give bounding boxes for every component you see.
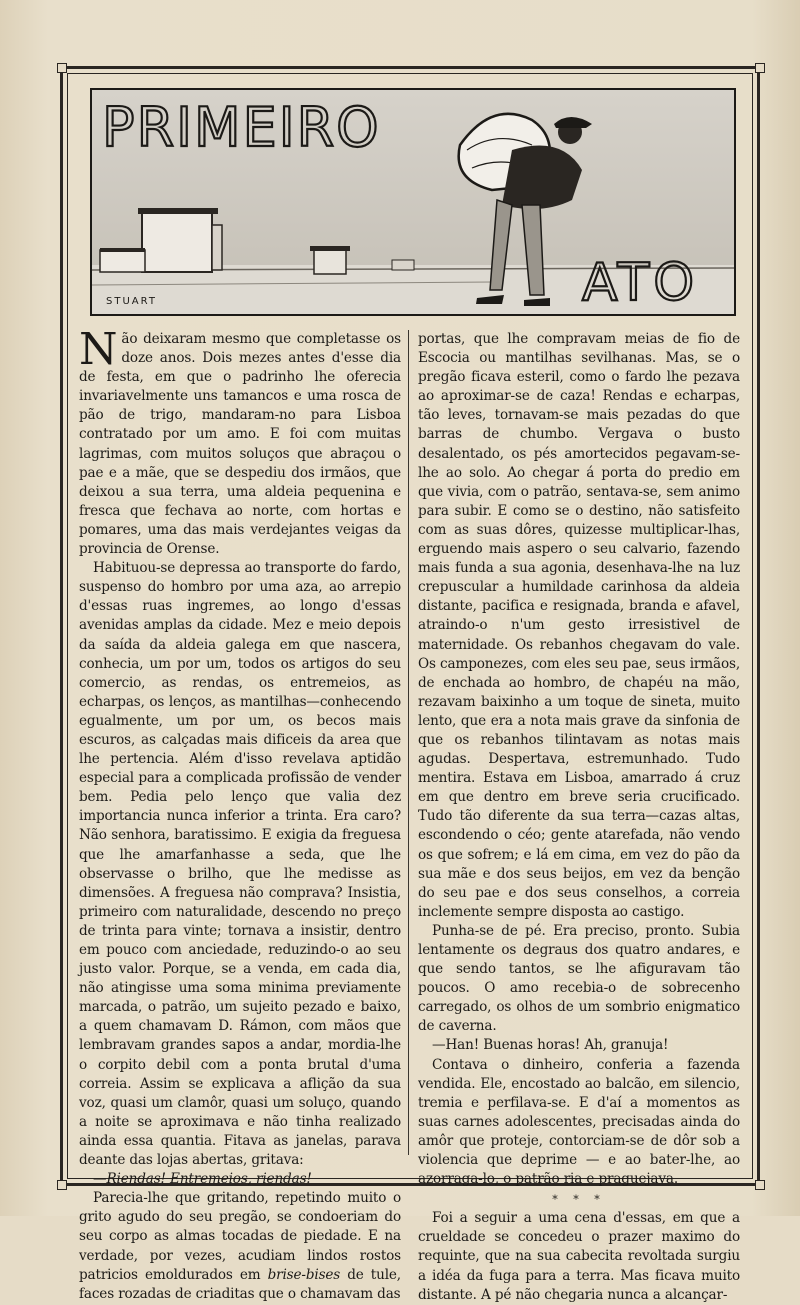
column-divider bbox=[408, 330, 409, 1155]
paragraph: Contava o dinheiro, conferia a fazenda vendida. Ele, encostado ao balcão, em silencio, tremia e perfilava-se. E d'aí a momentos as suas carnes adolescentes, precisadas ainda do amôr que proteje, contorciam-se de dôr sob a violencia que deprime — e ao bater-lhe, ao azorraga-lo, o patrão ria e praguejava. bbox=[418, 1056, 740, 1188]
svg-text:PRIMEIRO: PRIMEIRO bbox=[102, 96, 381, 159]
paragraph: Foi a seguir a uma cena d'essas, em que a crueldade se concedeu o prazer maximo do requinte, que na sua cabecita revoltada surgiu a idéa da fuga para a terra. Mas ficava muito distante. A pé não chegaria nunca a alcançar- bbox=[418, 1210, 740, 1303]
paragraph: Parecia-lhe que gritando, repetindo muito o grito agudo do seu pregão, se condoeriam do seu corpo as almas tocadas de piedade. E na verdade, por vezes, acudiam lindos rostos patricios emoldurados em brise-bises de tule, faces rozadas de criaditas que o chamavam das bbox=[79, 1190, 401, 1302]
artist-signature: STUART bbox=[106, 296, 157, 307]
street-cry: —Riendas! Entremeios, riendas! bbox=[93, 1171, 312, 1188]
paragraph: Punha-se de pé. Era preciso, pronto. Subia lentamente os degraus dos quatro andares, e que sendo tantos, se lhe afiguravam tão poucos. O amo recebia-o de sobrecenho carregado, os olhos de um sombrio enigmatico de caverna. bbox=[418, 922, 740, 1035]
border-corner bbox=[57, 63, 67, 73]
section-separator: * * * bbox=[552, 1193, 606, 1207]
header-illustration bbox=[90, 88, 736, 316]
paragraph: Não deixaram mesmo que completasse os doze anos. Dois mezes antes d'esse dia de festa, em que o padrinho lhe oferecia invariavelmente uns tamancos e uma rosca de pão de trigo, mandaram-no para Lisboa contratado por um amo. E foi com muitas lagrimas, com muitos soluços que abraçou o pae e a mãe, que se despediu dos irmãos, que deixou a sua terra, uma aldeia pequenina e fresca que fechava ao norte, com hortas e pomares, uma das mais verdejantes veigas da provincia de Orense. bbox=[79, 324, 401, 558]
paragraph: Habituou-se depressa ao transporte do fardo, suspenso do hombro por uma aza, ao arrepio d'essas ruas ingremes, ao longo d'essas avenidas amplas da cidade. Mez e meio depois da saída da aldeia galega em que nascera, conhecia, um por um, todos os artigos do seu comercio, as rendas, os entremeios, as echarpas, os lenços, as mantilhas—conhecendo egualmente, um por um, os becos mais escuros, as calçadas mais dificeis da area que lhe pertencia. Além d'isso revelava aptidão especial para a complicada profissão de vender bem. Pedia pelo lenço que valia dez importancia nunca inferior a trinta. Era caro? Não senhora, baratissimo. E exigia da freguesa que lhe amarfanhasse a seda, que lhe observasse o brilho, que lhe medisse as dimensões. A freguesa não comprava? Insistia, primeiro com naturalidade, descendo no preço de trinta para vinte; tornava a insistir, dentro em pouco com anciedade, reduzindo-o ao seu justo valor. Porque, se a venda, em cada dia, não atingisse uma soma minima previamente marcada, o patrão, um sujeito pezado e baixo, a quem chamavam D. Rámon, com mãos que lembravam grandes sapos a andar, mordia-lhe o corpito debil com a ponta brutal d'uma correia. Assim se explicava a aflição da sua voz, quasi um clamôr, quasi um soluço, quando a noite se aproximava e não tinha realizado ainda essa quantia. Fitava as janelas, parava deante das lojas abertas, gritava: bbox=[79, 560, 401, 1169]
italic-term: brise-bises bbox=[267, 1266, 341, 1283]
border-corner bbox=[755, 63, 765, 73]
left-column bbox=[79, 324, 401, 1304]
title-lettering bbox=[102, 96, 381, 159]
border-corner bbox=[57, 1180, 67, 1190]
drop-cap: N bbox=[79, 324, 118, 375]
right-column bbox=[418, 330, 740, 1305]
border-corner bbox=[755, 1180, 765, 1190]
title-word-ato: ATO bbox=[582, 253, 699, 313]
dialogue-line: —Han! Buenas horas! Ah, granuja! bbox=[432, 1037, 669, 1054]
paragraph: portas, que lhe compravam meias de fio de Escocia ou mantilhas sevilhanas. Mas, se o pregão ficava esteril, como o fardo lhe pezava ao aproximar-se de caza! Rendas e echarpas, tão leves, tornavam-se mais pezadas do que barras de chumbo. Vergava o busto desalentado, os pés amortecidos pegavam-se-lhe ao solo. Ao chegar á porta do predio em que vivia, com o patrão, sentava-se, sem animo para subir. E como se o destino, não satisfeito com as suas dôres, quizesse multiplicar-lhas, erguendo mais aspero o seu calvario, fazendo mais funda a sua agonia, desenhava-lhe na luz crepuscular a humildade carinhosa da aldeia distante, pacifica e resignada, branda e afavel, atraindo-o n'um gesto irresistivel de maternidade. Os rebanhos chegavam do vale. Os camponezes, com eles seu pae, seus irmãos, de enchada ao hombro, de chapéu na mão, rezavam baixinho a um toque de sineta, muito lento, que era a nota mais grave da sinfonia de que os rebanhos tilintavam as notas mais agudas. Despertava, estremunhado. Tudo mentira. Estava em Lisboa, amarrado á cruz em que dentro em breve seria crucificado. Tudo tão diferente da sua terra—cazas altas, escondendo o céo; gente atarefada, não vendo os que sofrem; e lá em cima, em vez do pão da sua mãe e dos seus beijos, em vez da benção do seu pae e dos seus conselhos, a correia inclemente sempre disposta ao castigo. bbox=[418, 331, 740, 920]
